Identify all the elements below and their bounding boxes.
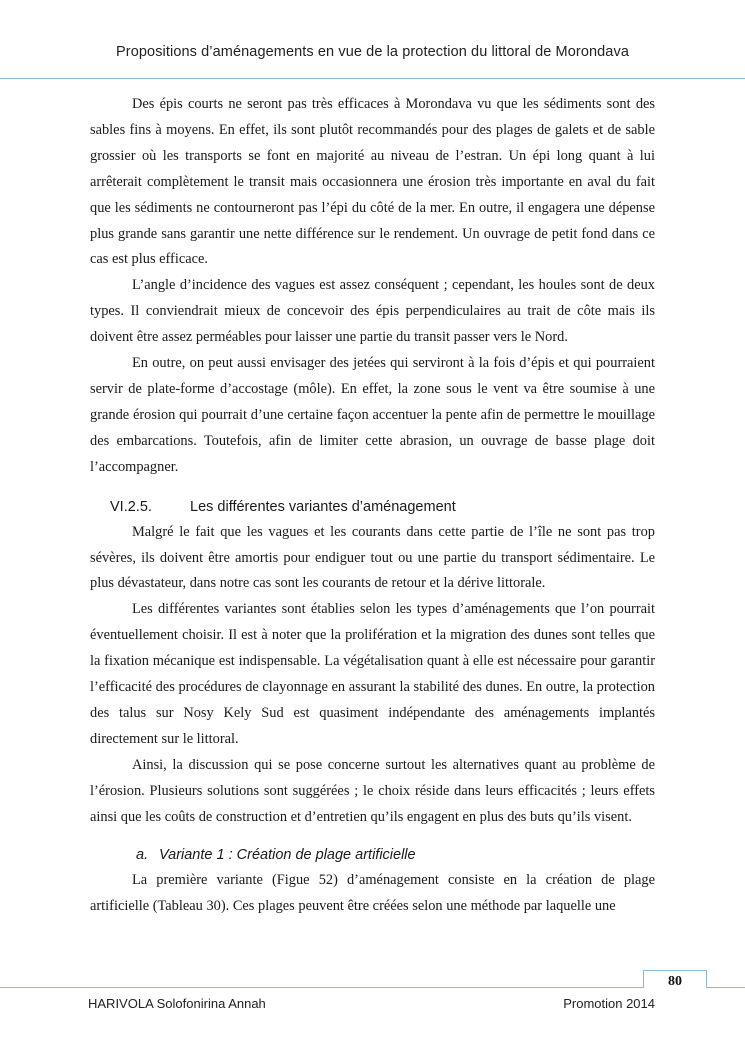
- paragraph-vagues-courants: Malgré le fait que les vagues et les courants dans cette partie de l’île ne sont pas trop sévères, ils doivent être amortis pour endiguer tout ou une partie du transport sédimentaire. Le plus dévastateur, dans notre cas sont les courants de retour et la dérive littorale.: [90, 523, 655, 592]
- header-divider: [0, 78, 745, 79]
- subsection-number: a.: [136, 847, 149, 864]
- footer-divider: [0, 987, 745, 988]
- section-heading: [110, 495, 655, 519]
- paragraph-jetees: En outre, on peut aussi envisager des jetées qui serviront à la fois d’épis et qui pourraient servir de plate-forme d’accostage (môle). En effet, la zone sous le vent va être soumise à une grande érosion qui pourrait d’une certaine façon accentuer la pente afin de permettre le mouillage des embarcations. Toutefois, afin de limiter cette abrasion, un ouvrage de basse plage doit l’accompagner.: [90, 355, 655, 475]
- paragraph-epis-courts: Des épis courts ne seront pas très efficaces à Morondava vu que les sédiments sont des sables fins à moyens. En effet, ils sont plutôt recommandés pour des plages de galets et de sable grossier où les transports se font en majorité au niveau de l’estran. Un épi long quant à lui arrêterait complètement le transit mais occasionnera une érosion très importante en aval du fait que les sédiments ne contourneront pas l’épi du côté de la mer. En outre, il engagera une dépense plus grande sans garantir une nette différence sur le rendement. Un ouvrage de petit fond dans ce cas est plus efficace.: [90, 96, 655, 268]
- paragraph-variante-1: La première variante (Figue 52) d’aménagement consiste en la création de plage artificielle (Tableau 30). Ces plages peuvent être créées selon une méthode par laquelle une: [90, 872, 655, 915]
- page-body: [90, 92, 655, 920]
- running-header-title: Propositions d’aménagements en vue de la protection du littoral de Morondava: [116, 44, 629, 60]
- page-number: 80: [643, 970, 707, 988]
- paragraph-variantes: Les différentes variantes sont établies selon les types d’aménagements que l’on pourrait éventuellement choisir. Il est à noter que la prolifération et la migration des dunes sont telles que la fixation mécanique est indispensable. La végétalisation quant à elle est nécessaire pour garantir l’efficacité des procédures de clayonnage en assurant la stabilité des dunes. En outre, la protection des talus sur Nosy Kely Sud est quasiment indépendante des aménagements implantés directement sur le littoral.: [90, 601, 655, 747]
- footer-promotion: Promotion 2014: [563, 996, 655, 1011]
- subsection-title: Variante 1 : Création de plage artificielle: [159, 847, 416, 864]
- section-number: VI.2.5.: [110, 498, 152, 515]
- paragraph-angle-incidence: L’angle d’incidence des vagues est assez conséquent ; cependant, les houles sont de deux types. Il conviendrait mieux de concevoir des épis perpendiculaires au trait de côte mais ils doivent être assez perméables pour laisser une partie du transit passer vers le Nord.: [90, 277, 655, 346]
- footer-author: HARIVOLA Solofonirina Annah: [88, 996, 266, 1011]
- subsection-heading: [136, 843, 655, 867]
- section-title: Les différentes variantes d’aménagement: [190, 498, 456, 515]
- paragraph-discussion: Ainsi, la discussion qui se pose concerne surtout les alternatives quant au problème de l’érosion. Plusieurs solutions sont suggérées ; le choix réside dans leurs efficacités ; leurs effets ainsi que les coûts de construction et d’entretien qu’ils engagent en plus des buts qu’ils visent.: [90, 756, 655, 825]
